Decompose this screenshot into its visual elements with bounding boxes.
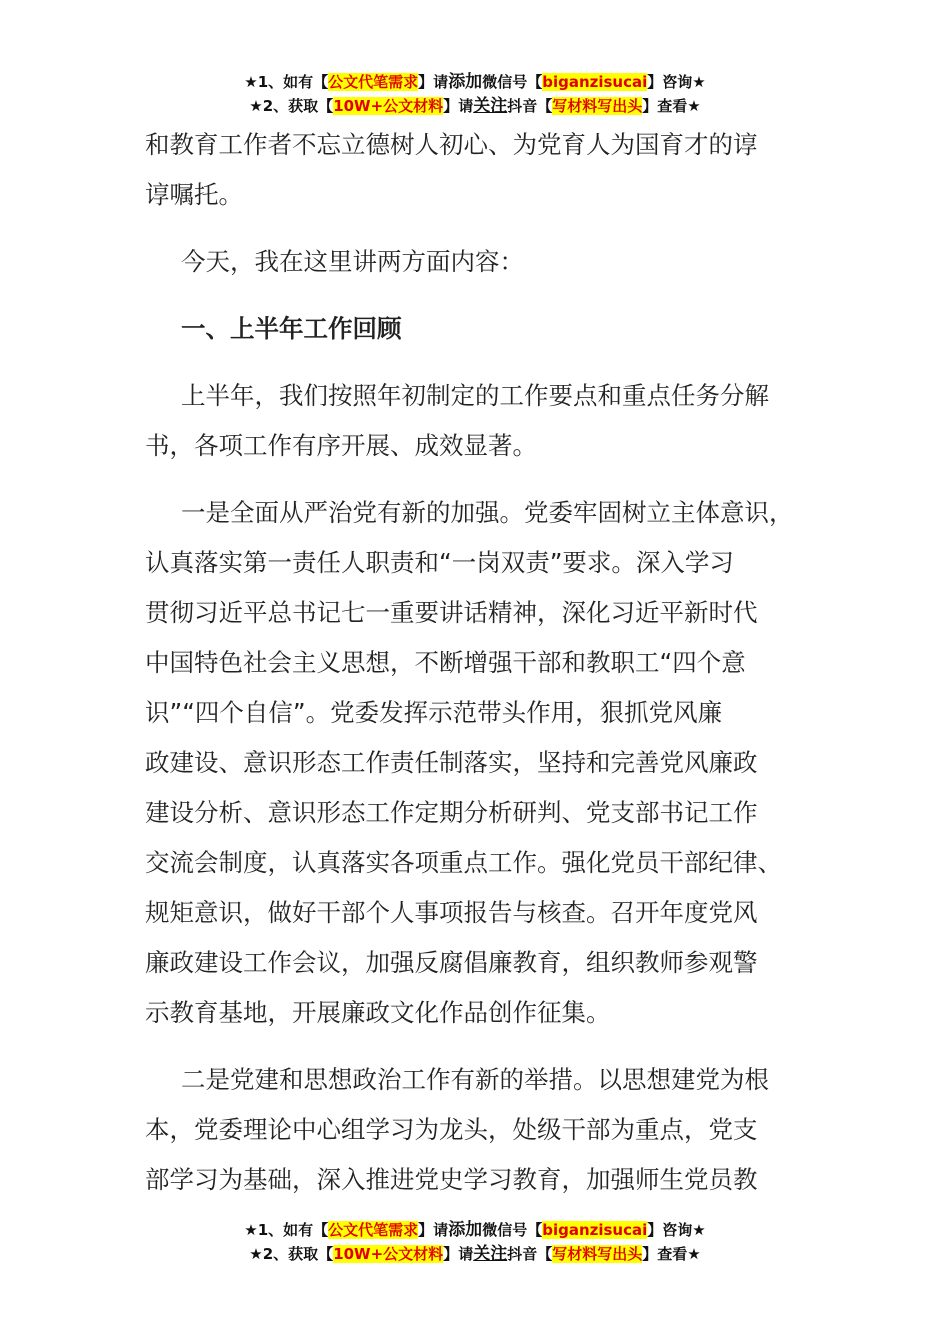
highlight-douyin-account: 写材料写出头 (552, 97, 643, 115)
highlight-materials: 10W+公文材料 (333, 97, 444, 115)
highlight-wechat-id: biganzisucai (542, 73, 648, 91)
top-promo-banner (0, 70, 950, 118)
section-heading: 一、上半年工作回顾 (181, 314, 402, 343)
promo-line-1: ★1、如有【公文代笔需求】请添加微信号【biganzisucai】咨询★ (244, 72, 706, 92)
promo-line-2: ★2、获取【10W+公文材料】请关注抖音【写材料写出头】查看★ (249, 1244, 701, 1264)
paragraph-continuation: 和教育工作者不忘立德树人初心、为党育人为国育才的谆 谆嘱托。 (145, 130, 758, 209)
highlight-materials: 10W+公文材料 (333, 1245, 444, 1263)
highlight-service: 公文代笔需求 (328, 1221, 419, 1239)
highlight-douyin-account: 写材料写出头 (552, 1245, 643, 1263)
paragraph-intro: 今天，我在这里讲两方面内容： (181, 247, 524, 276)
promo-line-1: ★1、如有【公文代笔需求】请添加微信号【biganzisucai】咨询★ (244, 1220, 706, 1240)
document-body (145, 120, 817, 1205)
paragraph-party-discipline: 一是全面从严治党有新的加强。党委牢固树立主体意识， 认真落实第一责任人职责和“一岗双责”要求。深入学习 贯彻习近平总书记七一重要讲话精神，深化习近平新时代 中国特色社会主义思想，不断增强干部和教职工“四个意 识”“四个自信”。党委发挥示范带头作用，狠抓党风廉 政建设、意识形态工作责任制落实，坚持和完善党风廉政 建设分析、意识形态工作定期分析研判、党支部书记工作 交流会制度，认真落实各项重点工作。强化党员干部纪律、 规矩意识，做好干部个人事项报告与核查。召开年度党风 廉政建设工作会议，加强反腐倡廉教育，组织教师参观警 示教育基地，开展廉政文化作品创作征集。 (145, 498, 794, 1027)
promo-line-2: ★2、获取【10W+公文材料】请关注抖音【写材料写出头】查看★ (249, 96, 701, 116)
highlight-wechat-id: biganzisucai (542, 1221, 648, 1239)
highlight-service: 公文代笔需求 (328, 73, 419, 91)
paragraph-review-summary: 上半年，我们按照年初制定的工作要点和重点任务分解 书，各项工作有序开展、成效显著。 (145, 381, 769, 460)
bottom-promo-banner (0, 1218, 950, 1266)
paragraph-party-building: 二是党建和思想政治工作有新的举措。以思想建党为根 本，党委理论中心组学习为龙头，处级干部为重点，党支 部学习为基础，深入推进党史学习教育，加强师生党员教 (145, 1065, 769, 1194)
